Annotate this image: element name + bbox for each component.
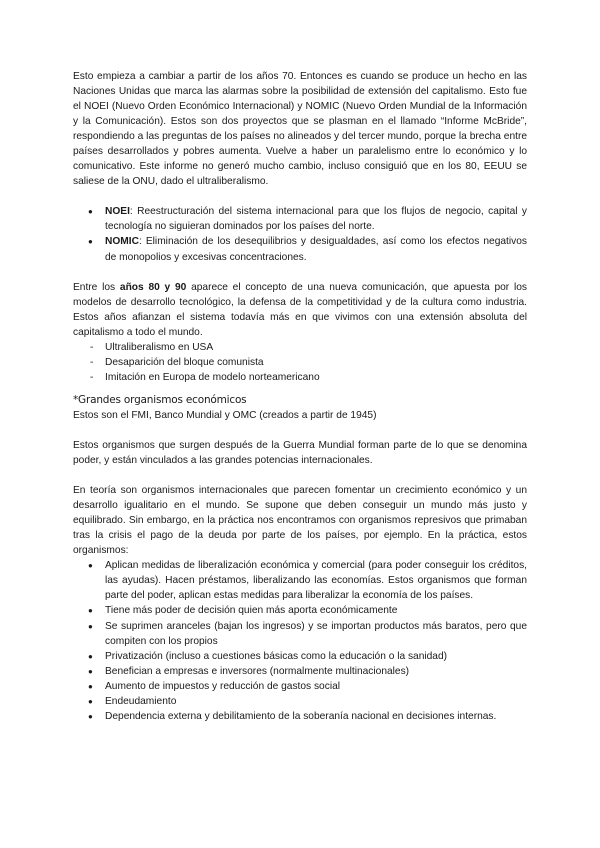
list-item: ● Se suprimen aranceles (bajan los ingresos) y se importan productos más baratos, pero que compiten con los propios xyxy=(73,619,527,649)
list-item: - Ultraliberalismo en USA xyxy=(73,340,527,355)
organisms-paragraph: Estos organismos que surgen después de la Guerra Mundial forman parte de lo que se denomina poder, y están vinculados a las grandes potencias internacionales. xyxy=(73,439,527,467)
list-item: ● Benefician a empresas e inversores (normalmente multinacionales) xyxy=(73,664,527,679)
definitions-list xyxy=(73,204,527,264)
intro-paragraph: Esto empieza a cambiar a partir de los años 70. Entonces es cuando se produce un hecho en las Naciones Unidas que marca las alarmas sobre la posibilidad de extensión del capitalismo. Esto fue el NOEI (Nuevo Orden Económico Internacional) y NOMIC (Nuevo Orden Mundial de la Información y la Comunicación). Estos son dos proyectos que se plasman en el llamado “Informe McBride”, respondiendo a las preguntas de los países no alineados y del tercer mundo, porque la brecha entre países desarrollados y pobres aumenta. Vuelve a haber un paralelismo entre lo económico y lo comunicativo. Este informe no generó mucho cambio, incluso consiguió que en los 80, EEUU se saliese de la ONU, dado el ultraliberalismo. xyxy=(73,71,527,188)
term-nomic: NOMIC xyxy=(105,236,139,248)
list-item: ● Privatización (incluso a cuestiones básicas como la educación o la sanidad) xyxy=(73,649,527,664)
eighties-paragraph xyxy=(73,280,527,340)
dash-list xyxy=(73,340,527,385)
list-item: ● Aplican medidas de liberalización económica y comercial (para poder conseguir los créditos, las ayudas). Hacen préstamos, liberalizando las economías. Estos organismos que forman parte del poder, aplican estas medidas para liberalizar la economía de los países. xyxy=(73,558,527,603)
term-noei: NOEI xyxy=(105,206,130,218)
practice-list xyxy=(73,558,527,724)
eighties-post: aparece el concepto de una nueva comunicación, que apuesta por los modelos de desarrollo tecnológico, la defensa de la competitividad y de la cultura como industria. Estos años afianzan el sistema todavía más en que vivimos con una extensión absoluta del capitalismo a todo el mundo. xyxy=(73,281,527,338)
list-item: - Desaparición del bloque comunista xyxy=(73,355,527,370)
list-item: ● Aumento de impuestos y reducción de gastos social xyxy=(73,679,527,694)
list-item: ● Endeudamiento xyxy=(73,694,527,709)
organisms-line: Estos son el FMI, Banco Mundial y OMC (creados a partir de 1945) xyxy=(73,409,377,421)
eighties-pre: Entre los xyxy=(73,281,120,293)
list-item: - Imitación en Europa de modelo norteamericano xyxy=(73,370,527,385)
theory-paragraph: En teoría son organismos internacionales que parecen fomentar un crecimiento económico y un desarrollo igualitario en el mundo. Se supone que deben conseguir un mundo más justo y equilibrado. Sin embargo, en la práctica nos encontramos con organismos represivos que primaban tras la crisis el pago de la deuda por parte de los países, por ejemplo. En la práctica, estos organismos: xyxy=(73,485,527,557)
eighties-bold: años 80 y 90 xyxy=(119,281,187,293)
list-item xyxy=(73,234,527,264)
document-page xyxy=(73,69,527,724)
list-item: ● Tiene más poder de decisión quien más aporta económicamente xyxy=(73,603,527,618)
definition-text: : Reestructuración del sistema internacional para que los flujos de negocio, capital y tecnología no siguieran dominados por los países del norte. xyxy=(105,206,527,233)
list-item: ● Dependencia externa y debilitamiento de la soberanía nacional en decisiones internas. xyxy=(73,709,527,724)
list-item xyxy=(73,204,527,234)
subheading: *Grandes organismos económicos xyxy=(73,393,247,406)
definition-text: : Eliminación de los desequilibrios y desigualdades, así como los efectos negativos de monopolios y excesivas concentraciones. xyxy=(105,236,527,263)
